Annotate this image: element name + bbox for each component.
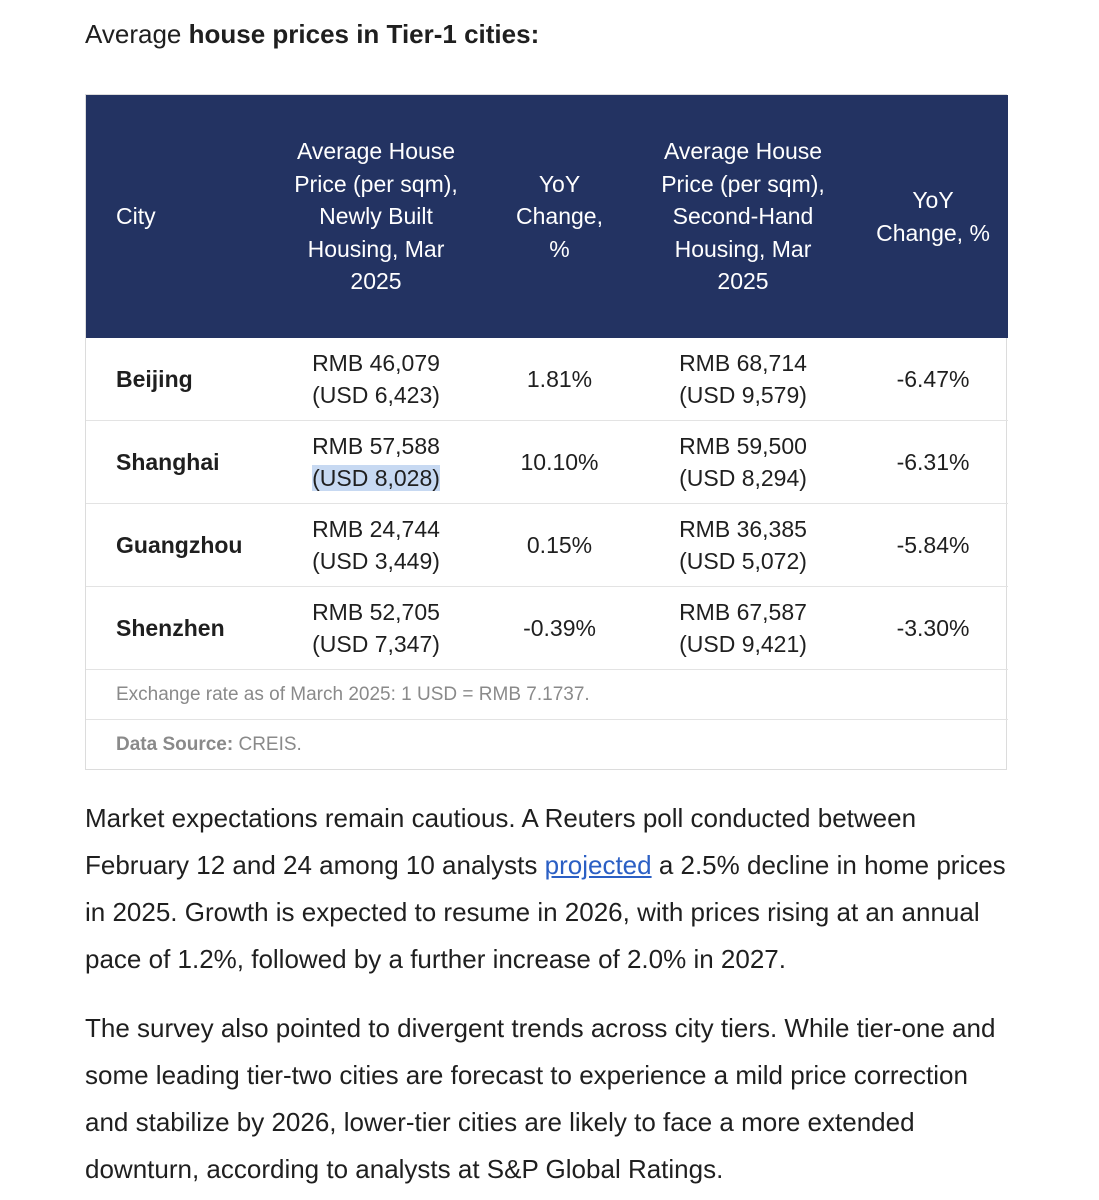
- secondhand-price-usd: (USD 8,294): [679, 465, 807, 491]
- para1-after: a 2.5% decline in home prices in 2025. Growth is expected to resume in 2026, with prices rising at an annual pace of 1.2%, followed by a further increase of 2.0% in 2027.: [85, 850, 1006, 974]
- secondhand-price-rmb: RMB 59,500: [679, 433, 807, 459]
- data-source: [86, 720, 1008, 770]
- secondhand-price-rmb: RMB 36,385: [679, 516, 807, 542]
- new-price-rmb: RMB 24,744: [312, 516, 440, 542]
- table-note-row: [86, 670, 1008, 720]
- heading-bold: house prices in Tier-1 cities:: [188, 19, 540, 49]
- table-row: [86, 421, 1008, 504]
- new-yoy-cell: 0.15%: [491, 504, 628, 587]
- secondhand-price-cell: [628, 587, 858, 670]
- secondhand-yoy-cell: -5.84%: [858, 504, 1008, 587]
- projected-link[interactable]: projected: [544, 850, 652, 880]
- secondhand-price-cell: [628, 338, 858, 421]
- source-value: CREIS.: [233, 733, 302, 755]
- new-price-usd: (USD 6,423): [312, 382, 440, 408]
- new-price-cell: [261, 587, 491, 670]
- city-cell: Shanghai: [86, 421, 261, 504]
- table-source-row: [86, 720, 1008, 770]
- header-secondhand-yoy: YoY Change, %: [858, 95, 1008, 338]
- secondhand-price-usd: (USD 9,579): [679, 382, 807, 408]
- secondhand-yoy-cell: -6.47%: [858, 338, 1008, 421]
- paragraph-city-tiers: The survey also pointed to divergent trends across city tiers. While tier-one and some leading tier-two cities are forecast to experience a mild price correction and stabilize by 2026, lower-tier cities are likely to face a more extended downturn, according to analysts at S&P Global Ratings.: [85, 1013, 996, 1184]
- paragraph-market-expectations: [85, 795, 1015, 983]
- new-price-cell: [261, 338, 491, 421]
- para1-before: Market expectations remain cautious. A Reuters poll conducted between February 12 and 24 among 10 analysts: [85, 803, 917, 880]
- section-heading: [85, 14, 539, 54]
- new-yoy-cell: 10.10%: [491, 421, 628, 504]
- header-new-yoy: YoY Change, %: [491, 95, 628, 338]
- secondhand-price-cell: [628, 421, 858, 504]
- new-price-usd-selected[interactable]: (USD 8,028): [312, 465, 440, 491]
- new-price-cell: [261, 504, 491, 587]
- new-price-usd: (USD 7,347): [312, 631, 440, 657]
- secondhand-price-cell: [628, 504, 858, 587]
- new-price-rmb: RMB 52,705: [312, 599, 440, 625]
- secondhand-price-usd: (USD 9,421): [679, 631, 807, 657]
- header-secondhand-price: Average House Price (per sqm), Second-Hand Housing, Mar 2025: [628, 95, 858, 338]
- exchange-rate-note: Exchange rate as of March 2025: 1 USD = RMB 7.1737.: [86, 670, 1008, 720]
- city-cell: Beijing: [86, 338, 261, 421]
- secondhand-price-rmb: RMB 67,587: [679, 599, 807, 625]
- table-header-row: [86, 95, 1008, 338]
- header-new-price: Average House Price (per sqm), Newly Built Housing, Mar 2025: [261, 95, 491, 338]
- table-row: [86, 338, 1008, 421]
- header-city: City: [86, 95, 261, 338]
- source-label: Data Source:: [116, 733, 234, 755]
- new-price-rmb: RMB 46,079: [312, 350, 440, 376]
- secondhand-price-usd: (USD 5,072): [679, 548, 807, 574]
- new-price-cell: [261, 421, 491, 504]
- city-cell: Shenzhen: [86, 587, 261, 670]
- house-price-table: [85, 94, 1007, 770]
- new-yoy-cell: -0.39%: [491, 587, 628, 670]
- table-row: [86, 504, 1008, 587]
- table-row: [86, 587, 1008, 670]
- secondhand-yoy-cell: -3.30%: [858, 587, 1008, 670]
- new-price-rmb: RMB 57,588: [312, 433, 440, 459]
- secondhand-price-rmb: RMB 68,714: [679, 350, 807, 376]
- city-cell: Guangzhou: [86, 504, 261, 587]
- new-price-usd: (USD 3,449): [312, 548, 440, 574]
- secondhand-yoy-cell: -6.31%: [858, 421, 1008, 504]
- heading-prefix: Average: [85, 19, 189, 49]
- new-yoy-cell: 1.81%: [491, 338, 628, 421]
